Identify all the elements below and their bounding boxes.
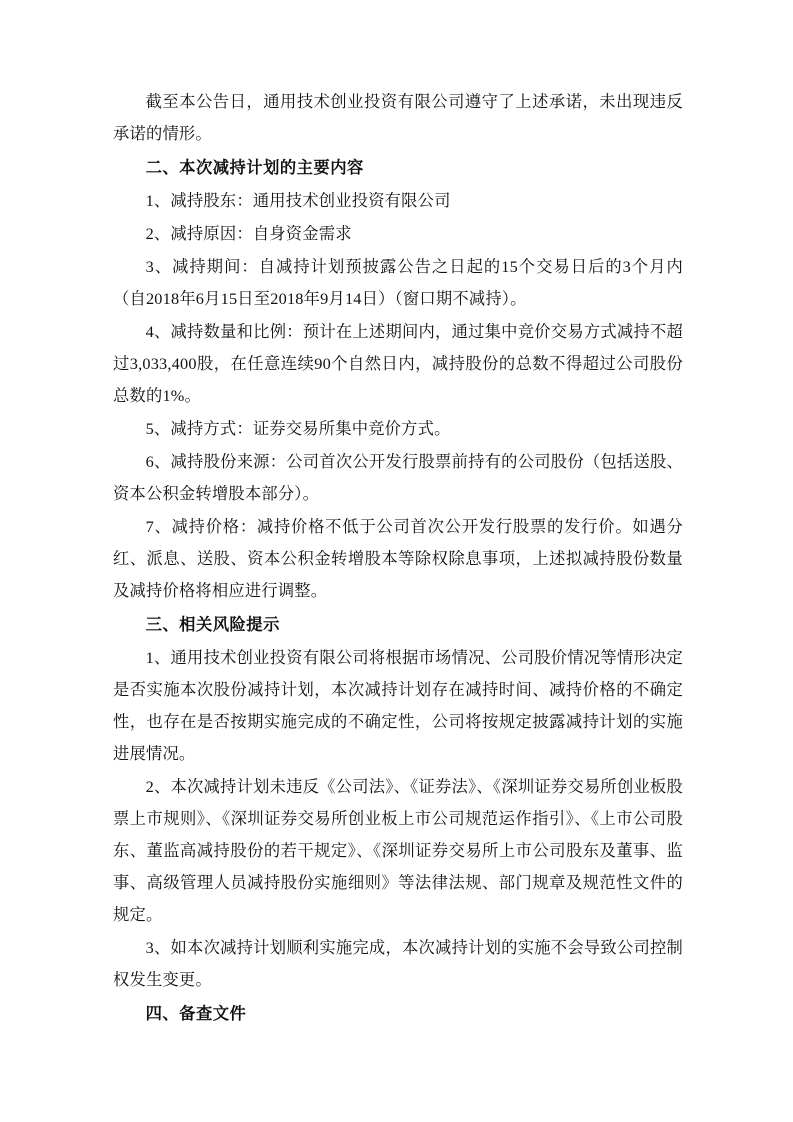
- section-heading-4: 四、备查文件: [145, 1005, 247, 1023]
- body-paragraph: 2、减持原因：自身资金需求: [145, 224, 352, 243]
- body-paragraph: 4、减持数量和比例：预计在上述期间内，通过集中竞价交易方式减持不超过3,033,400股，在任意连续90个自然日内，减持股份的总数不得超过公司股份总数的1%。: [113, 322, 683, 405]
- body-paragraph: 7、减持价格：减持价格不低于公司首次公开发行股票的发行价。如遇分红、派息、送股、资本公积金转增股本等除权除息事项，上述拟减持股份数量及减持价格将相应进行调整。: [113, 517, 683, 600]
- body-paragraph: 3、减持期间：自减持计划预披露公告之日起的15个交易日后的3个月内（自2018年6月15日至2018年9月14日）（窗口期不减持）。: [113, 257, 683, 308]
- section-heading-2: 二、本次减持计划的主要内容: [145, 159, 364, 177]
- body-paragraph: 1、通用技术创业投资有限公司将根据市场情况、公司股价情况等情形决定是否实施本次股份减持计划，本次减持计划存在减持时间、减持价格的不确定性，也存在是否按期实施完成的不确定性，公司将按规定披露减持计划的实施进展情况。: [113, 648, 683, 763]
- body-paragraph: 1、减持股东：通用技术创业投资有限公司: [145, 191, 451, 210]
- section-heading-3: 三、相关风险提示: [145, 616, 280, 634]
- body-paragraph: 5、减持方式：证券交易所集中竞价方式。: [145, 419, 451, 438]
- body-paragraph: 截至本公告日，通用技术创业投资有限公司遵守了上述承诺，未出现违反承诺的情形。: [113, 92, 683, 143]
- body-paragraph: 2、本次减持计划未违反《公司法》、《证券法》、《深圳证券交易所创业板股票上市规则》、《深圳证券交易所创业板上市公司规范运作指引》、《上市公司股东、董监高减持股份的若干规定》、《深圳证券交易所上市公司股东及董事、监事、高级管理人员减持股份实施细则》等法律法规、部门规章及规范性文件的规定。: [113, 777, 683, 924]
- body-paragraph: 3、如本次减持计划顺利实施完成，本次减持计划的实施不会导致公司控制权发生变更。: [113, 938, 683, 989]
- body-paragraph: 6、减持股份来源：公司首次公开发行股票前持有的公司股份（包括送股、资本公积金转增股本部分）。: [113, 452, 683, 503]
